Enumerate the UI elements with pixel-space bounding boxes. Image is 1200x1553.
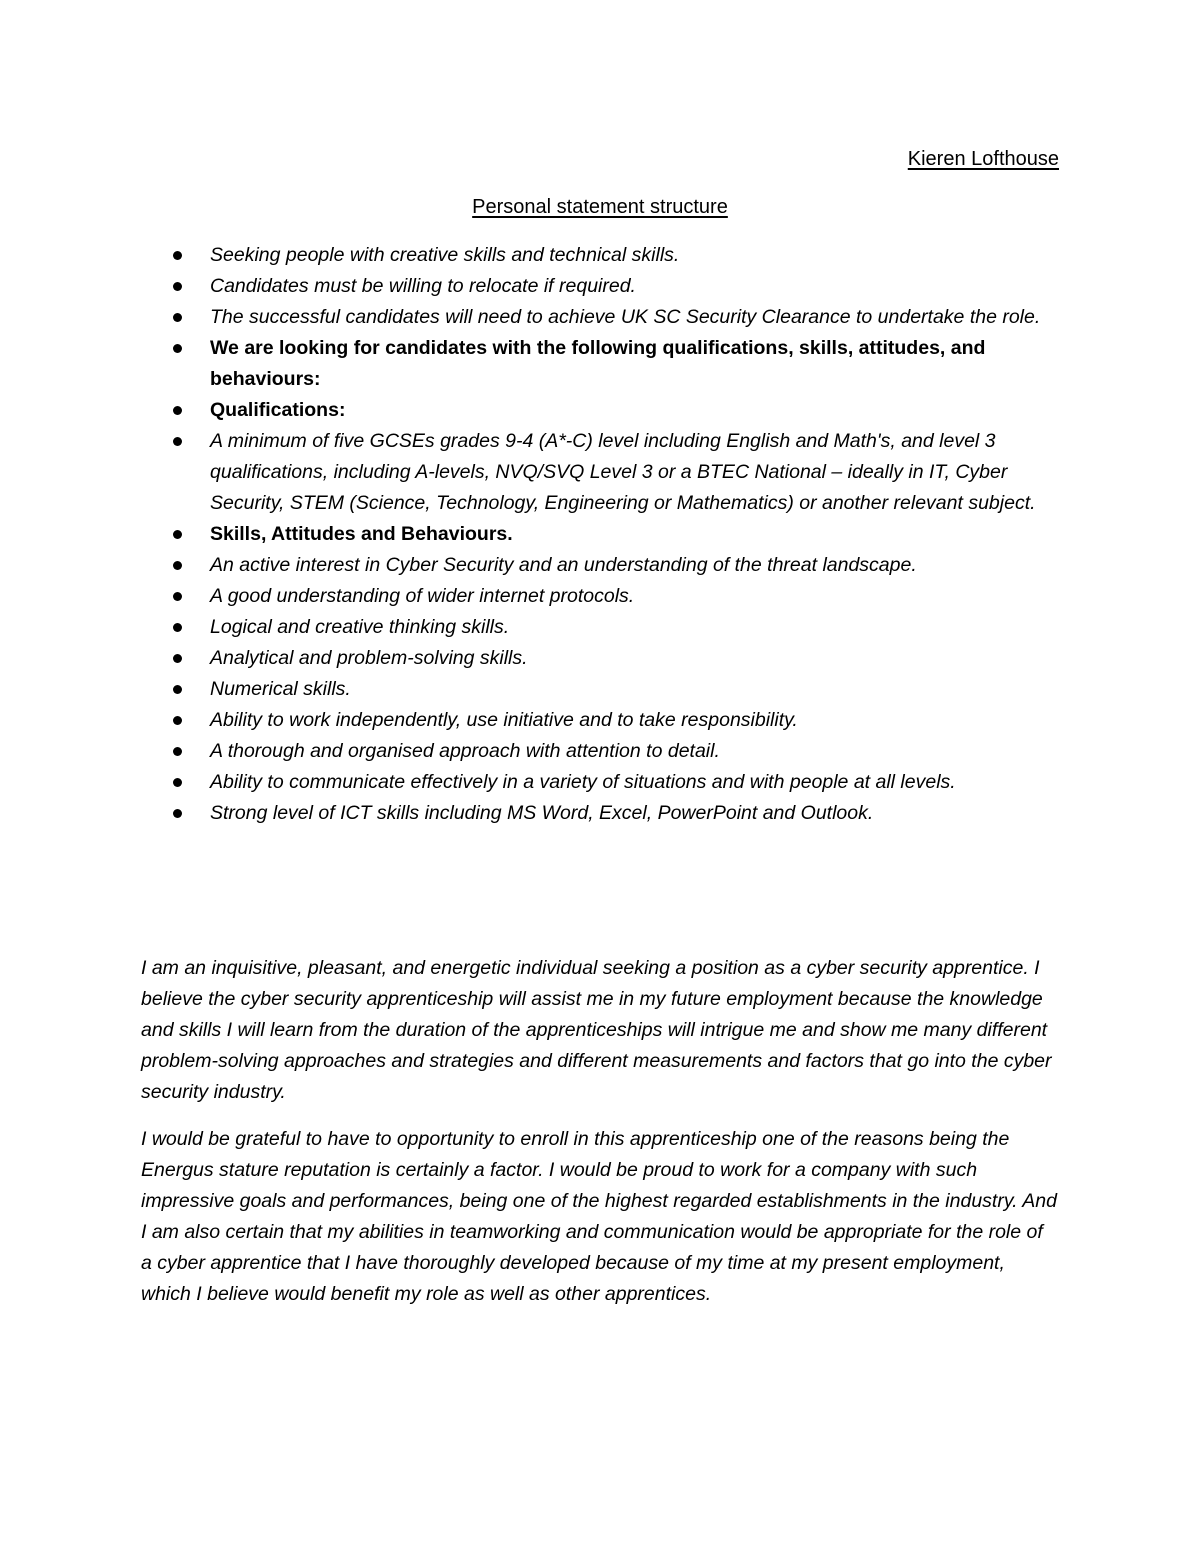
list-item [210,550,1060,581]
document-title: Personal statement structure [472,196,728,218]
list-item-text: A minimum of five GCSEs grades 9-4 (A*-C) level including English and Math's, and level 3 qualifications, including A-levels, NVQ/SVQ Level 3 or a BTEC National – ideally in IT, Cyber Security, STEM (Science, Technology, Engineering or Mathematics) or another relevant subject. [210,430,1036,514]
bullet-icon [173,282,182,291]
list-item-text: Candidates must be willing to relocate if required. [210,275,636,297]
list-item [210,240,1060,271]
statement-paragraph-1: I am an inquisitive, pleasant, and energetic individual seeking a position as a cyber security apprentice. I believe the cyber security apprenticeship will assist me in my future employment because the knowledge and skills I will learn from the duration of the apprenticeships will intrigue me and show me many different problem-solving approaches and strategies and different measurements and factors that go into the cyber security industry. [141,957,1052,1103]
list-item [210,612,1060,643]
list-item-text: Qualifications: [210,399,346,421]
bullet-icon [173,592,182,601]
requirements-list [210,240,1060,829]
bullet-icon [173,251,182,260]
list-item [210,674,1060,705]
list-item-text: A thorough and organised approach with attention to detail. [210,740,720,762]
list-item [210,736,1060,767]
list-item-text: An active interest in Cyber Security and an understanding of the threat landscape. [210,554,917,576]
author-name: Kieren Lofthouse [907,148,1059,170]
bullet-icon [173,561,182,570]
list-item-text: A good understanding of wider internet protocols. [210,585,635,607]
list-item [210,271,1060,302]
bullet-icon [173,716,182,725]
list-item [210,426,1060,519]
bullet-icon [173,313,182,322]
list-item-text: We are looking for candidates with the following qualifications, skills, attitudes, and behaviours: [210,337,986,390]
bullet-icon [173,747,182,756]
list-item-text: Ability to communicate effectively in a variety of situations and with people at all levels. [210,771,956,793]
bullet-icon [173,437,182,446]
list-item-text: Skills, Attitudes and Behaviours. [210,523,513,545]
list-item-text: Seeking people with creative skills and technical skills. [210,244,680,266]
bullet-icon [173,623,182,632]
list-item-text: The successful candidates will need to achieve UK SC Security Clearance to undertake the role. [210,306,1041,328]
bullet-icon [173,530,182,539]
list-item-text: Ability to work independently, use initiative and to take responsibility. [210,709,798,731]
list-item [210,798,1060,829]
list-item [210,705,1060,736]
list-item [210,333,1060,395]
list-item [210,302,1060,333]
list-item [210,581,1060,612]
bullet-icon [173,654,182,663]
list-item [210,643,1060,674]
bullet-icon [173,809,182,818]
list-item [210,519,1060,550]
list-item-text: Strong level of ICT skills including MS Word, Excel, PowerPoint and Outlook. [210,802,874,824]
list-item-text: Analytical and problem-solving skills. [210,647,528,669]
list-item-text: Numerical skills. [210,678,351,700]
bullet-icon [173,406,182,415]
bullet-icon [173,344,182,353]
statement-paragraph-2: I would be grateful to have to opportunity to enroll in this apprenticeship one of the reasons being the Energus stature reputation is certainly a factor. I would be proud to work for a company with such impressive goals and performances, being one of the highest regarded establishments in the industry. And I am also certain that my abilities in teamworking and communication would be appropriate for the role of a cyber apprentice that I have thoroughly developed because of my time at my present employment, which I believe would benefit my role as well as other apprentices. [141,1128,1057,1305]
list-item [210,767,1060,798]
bullet-icon [173,685,182,694]
bullet-icon [173,778,182,787]
list-item-text: Logical and creative thinking skills. [210,616,510,638]
list-item [210,395,1060,426]
